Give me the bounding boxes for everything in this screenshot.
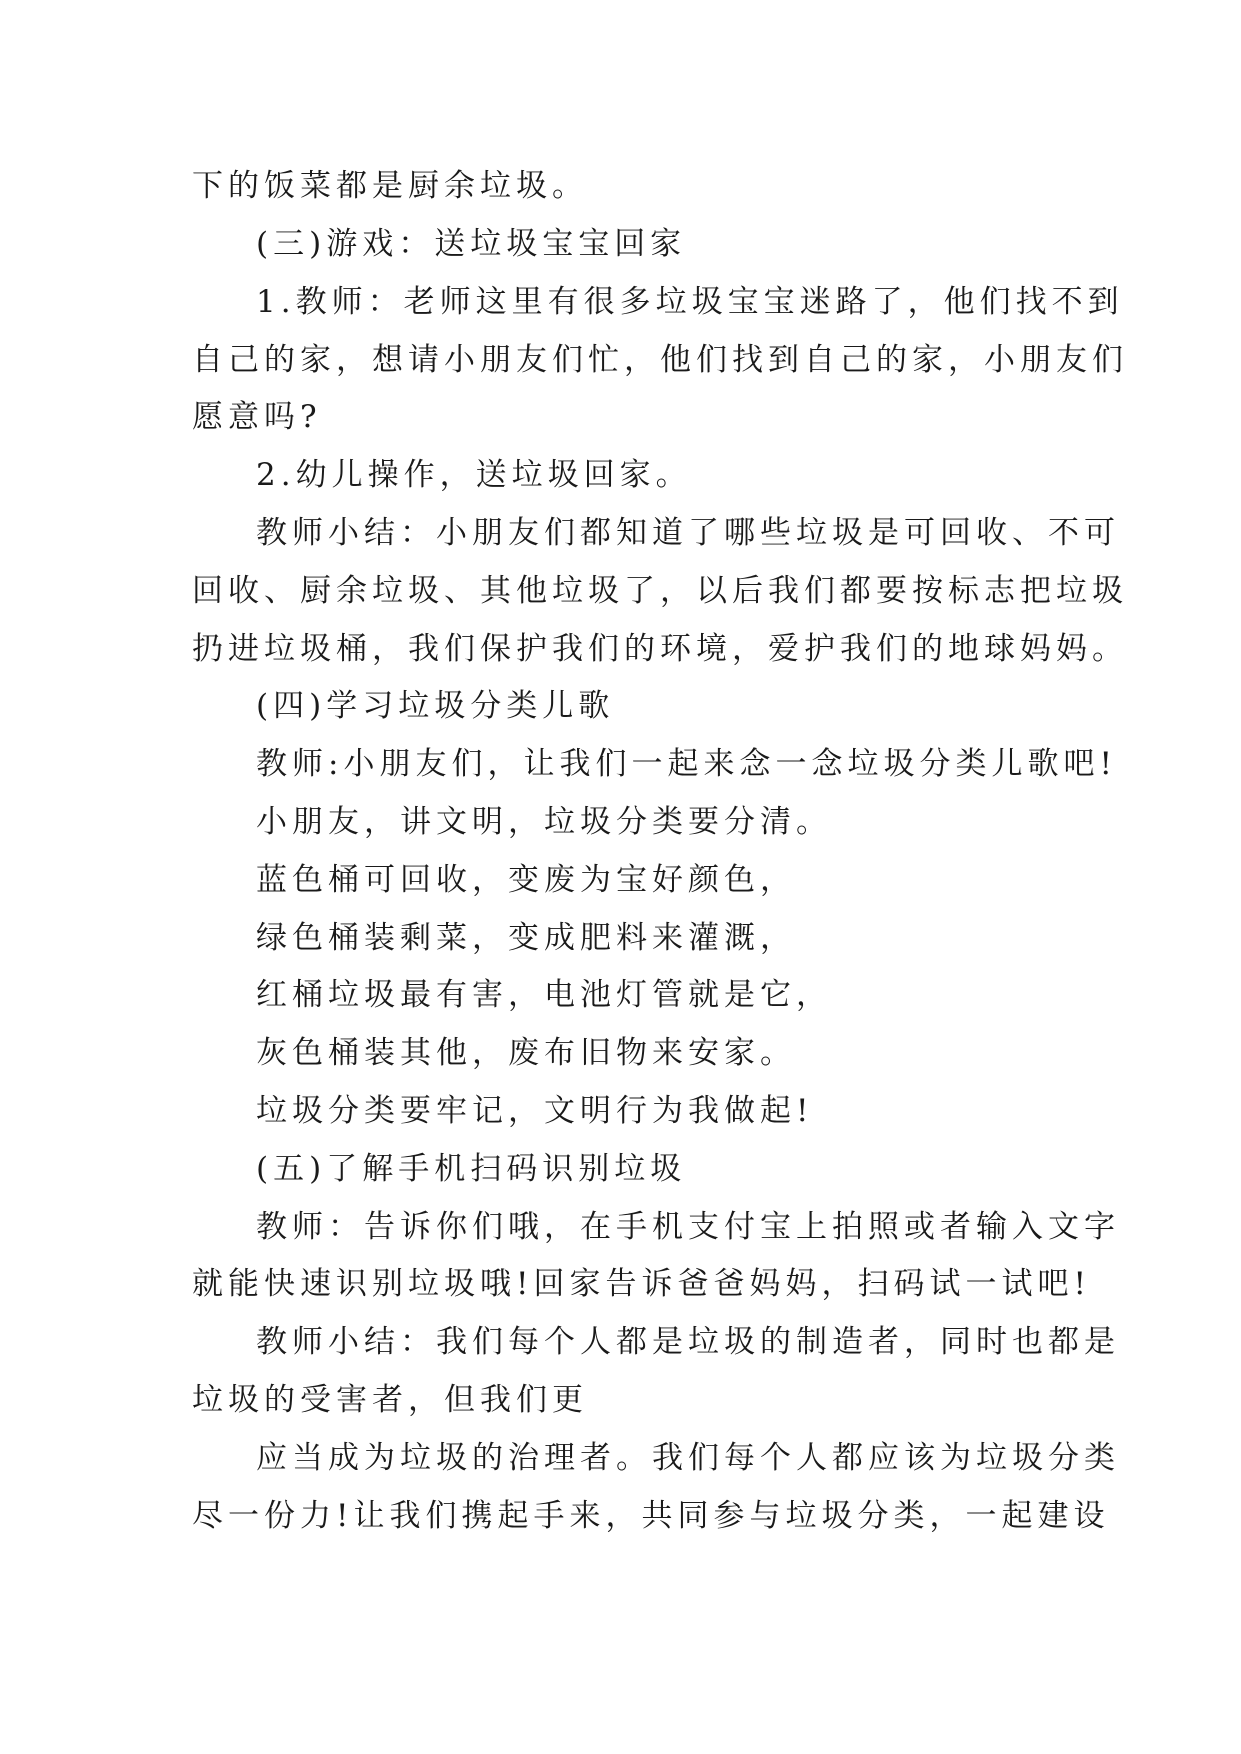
- song-line: 红桶垃圾最有害，电池灯管就是它，: [256, 977, 832, 1013]
- section-heading: (五)了解手机扫码识别垃圾: [256, 1151, 687, 1187]
- song-line: 蓝色桶可回收，变废为宝好颜色，: [256, 862, 796, 898]
- text-line: 尽一份力!让我们携起手来，共同参与垃圾分类，一起建设: [192, 1498, 1110, 1534]
- section-heading: (四)学习垃圾分类儿歌: [256, 688, 615, 724]
- song-line: 灰色桶装其他，废布旧物来安家。: [256, 1035, 796, 1071]
- text-line: 扔进垃圾桶，我们保护我们的环境，爱护我们的地球妈妈。: [192, 631, 1128, 667]
- text-line: 愿意吗?: [192, 399, 322, 435]
- text-line: 应当成为垃圾的治理者。我们每个人都应该为垃圾分类: [256, 1440, 1120, 1476]
- section-heading: (三)游戏：送垃圾宝宝回家: [256, 226, 687, 262]
- song-line: 绿色桶装剩菜，变成肥料来灌溉，: [256, 920, 796, 956]
- text-line: 2.幼儿操作，送垃圾回家。: [256, 457, 692, 493]
- text-line: 教师小结：小朋友们都知道了哪些垃圾是可回收、不可: [256, 515, 1120, 551]
- song-line: 小朋友，讲文明，垃圾分类要分清。: [256, 804, 832, 840]
- text-line: 就能快速识别垃圾哦!回家告诉爸爸妈妈，扫码试一试吧!: [192, 1266, 1091, 1302]
- text-line: 回收、厨余垃圾、其他垃圾了，以后我们都要按标志把垃圾: [192, 573, 1128, 609]
- text-line: 教师:小朋友们，让我们一起来念一念垃圾分类儿歌吧!: [256, 746, 1117, 782]
- text-line: 垃圾的受害者，但我们更: [192, 1382, 588, 1418]
- song-line: 垃圾分类要牢记，文明行为我做起!: [256, 1093, 814, 1129]
- text-line: 自己的家，想请小朋友们忙，他们找到自己的家，小朋友们: [192, 342, 1128, 378]
- text-line: 1.教师：老师这里有很多垃圾宝宝迷路了，他们找不到: [256, 284, 1124, 320]
- text-line: 教师小结：我们每个人都是垃圾的制造者，同时也都是: [256, 1324, 1120, 1360]
- text-line: 下的饭菜都是厨余垃圾。: [192, 168, 588, 204]
- text-line: 教师：告诉你们哦，在手机支付宝上拍照或者输入文字: [256, 1209, 1120, 1245]
